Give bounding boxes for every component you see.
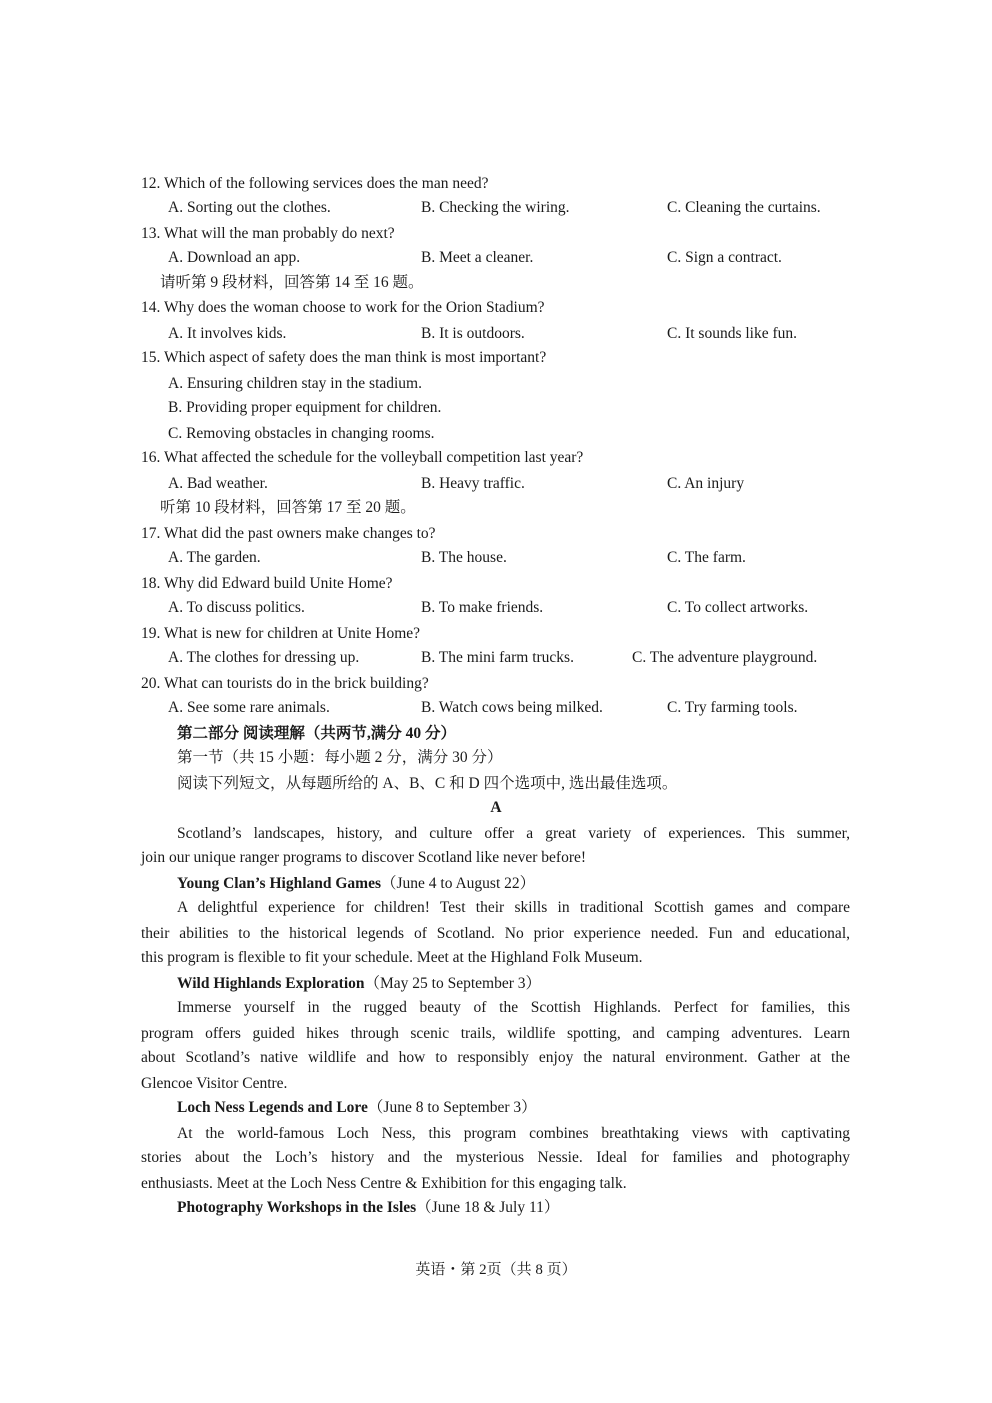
question-15: 15. Which aspect of safety does the man think is most important? — [141, 349, 547, 366]
q18-option-c: C. To collect artworks. — [667, 599, 809, 616]
program-1-line-1: A delightful experience for children! Test their skills in traditional Scottish games and compare — [177, 899, 850, 916]
program-3-heading — [177, 1098, 537, 1118]
program-4-dates: （June 18 & July 11） — [416, 1199, 560, 1216]
q18-option-a: A. To discuss politics. — [168, 599, 305, 616]
q13-option-a: A. Download an app. — [168, 249, 301, 266]
program-1-line-3: this program is flexible to fit your schedule. Meet at the Highland Folk Museum. — [141, 949, 643, 966]
question-17: 17. What did the past owners make changes to? — [141, 525, 436, 542]
q12-option-a: A. Sorting out the clothes. — [168, 199, 331, 216]
program-3-dates: （June 8 to September 3） — [367, 1099, 537, 1116]
q17-option-c: C. The farm. — [667, 549, 746, 566]
q17-option-a: A. The garden. — [168, 549, 261, 566]
question-18: 18. Why did Edward build Unite Home? — [141, 575, 393, 592]
q13-option-b: B. Meet a cleaner. — [421, 249, 534, 266]
q18-option-b: B. To make friends. — [421, 599, 544, 616]
q15-option-b: B. Providing proper equipment for children. — [168, 399, 442, 416]
q16-option-a: A. Bad weather. — [168, 475, 268, 492]
program-2-dates: （May 25 to September 3） — [364, 975, 542, 992]
program-1-heading — [177, 874, 535, 894]
q14-option-b: B. It is outdoors. — [421, 325, 525, 342]
q14-option-a: A. It involves kids. — [168, 325, 287, 342]
q17-option-b: B. The house. — [421, 549, 507, 566]
part-two-title: 第二部分 阅读理解（共两节,满分 40 分） — [177, 725, 457, 742]
q20-option-a: A. See some rare animals. — [168, 699, 330, 716]
passage-label: A — [490, 799, 502, 816]
program-3-title: Loch Ness Legends and Lore — [177, 1099, 368, 1116]
question-14: 14. Why does the woman choose to work for the Orion Stadium? — [141, 299, 545, 316]
program-1-title: Young Clan’s Highland Games — [177, 875, 381, 892]
q12-option-c: C. Cleaning the curtains. — [667, 199, 821, 216]
program-1-line-2: their abilities to the historical legends of Scotland. No prior experience needed. Fun and educational, — [141, 925, 850, 942]
listening-instruction-10: 听第 10 段材料，回答第 17 至 20 题。 — [160, 499, 416, 516]
q20-option-c: C. Try farming tools. — [667, 699, 798, 716]
question-16: 16. What affected the schedule for the volleyball competition last year? — [141, 449, 584, 466]
q14-option-c: C. It sounds like fun. — [667, 325, 798, 342]
q19-option-c: C. The adventure playground. — [632, 649, 818, 666]
question-13: 13. What will the man probably do next? — [141, 225, 395, 242]
q19-option-a: A. The clothes for dressing up. — [168, 649, 360, 666]
program-2-line-4: Glencoe Visitor Centre. — [141, 1075, 288, 1092]
reading-instructions: 阅读下列短文，从每题所给的 A、B、C 和 D 四个选项中, 选出最佳选项。 — [177, 775, 678, 792]
program-2-heading — [177, 974, 541, 994]
program-4-heading — [177, 1198, 559, 1218]
program-4-title: Photography Workshops in the Isles — [177, 1199, 417, 1216]
q13-option-c: C. Sign a contract. — [667, 249, 782, 266]
section-one-title: 第一节（共 15 小题：每小题 2 分，满分 30 分） — [177, 749, 503, 766]
program-1-dates: （June 4 to August 22） — [381, 875, 536, 892]
question-20: 20. What can tourists do in the brick building? — [141, 675, 429, 692]
program-2-title: Wild Highlands Exploration — [177, 975, 365, 992]
q19-option-b: B. The mini farm trucks. — [421, 649, 574, 666]
intro-line-1: Scotland’s landscapes, history, and culture offer a great variety of experiences. This summer, — [177, 825, 850, 842]
program-2-line-1: Immerse yourself in the rugged beauty of the Scottish Highlands. Perfect for families, this — [177, 999, 850, 1016]
q16-option-c: C. An injury — [667, 475, 745, 492]
program-2-line-3: about Scotland’s native wildlife and how to responsibly enjoy the natural environment. Gather at the — [141, 1049, 850, 1066]
program-2-line-2: program offers guided hikes through scenic trails, wildlife spotting, and camping adventures. Learn — [141, 1025, 850, 1042]
listening-instruction-9: 请听第 9 段材料，回答第 14 至 16 题。 — [160, 274, 424, 291]
q15-option-a: A. Ensuring children stay in the stadium. — [168, 375, 422, 392]
program-3-line-2: stories about the Loch’s history and the mysterious Nessie. Ideal for families and photography — [141, 1149, 850, 1166]
q15-option-c: C. Removing obstacles in changing rooms. — [168, 425, 435, 442]
question-12: 12. Which of the following services does the man need? — [141, 175, 489, 192]
q12-option-b: B. Checking the wiring. — [421, 199, 570, 216]
q20-option-b: B. Watch cows being milked. — [421, 699, 603, 716]
program-3-line-1: At the world-famous Loch Ness, this program combines breathtaking views with captivating — [177, 1125, 850, 1142]
intro-line-2: join our unique ranger programs to discover Scotland like never before! — [141, 849, 587, 866]
q16-option-b: B. Heavy traffic. — [421, 475, 525, 492]
question-19: 19. What is new for children at Unite Home? — [141, 625, 421, 642]
program-3-line-3: enthusiasts. Meet at the Loch Ness Centre & Exhibition for this engaging talk. — [141, 1175, 627, 1192]
page-footer: 英语・第 2页（共 8 页） — [415, 1262, 577, 1278]
